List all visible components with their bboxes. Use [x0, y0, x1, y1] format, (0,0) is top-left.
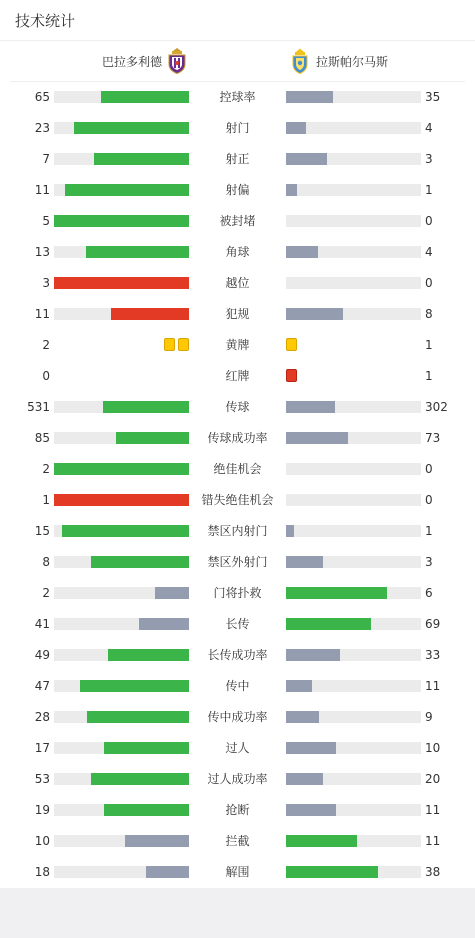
- stat-row-dribbles: [0, 733, 475, 764]
- stat-label: 传中成功率: [207, 710, 268, 724]
- away-cards: [286, 338, 297, 351]
- las-palmas-crest-icon: [290, 48, 310, 74]
- home-bar-fill: [54, 277, 189, 289]
- away-bar-fill: [286, 866, 378, 878]
- real-valladolid-crest-icon: [167, 48, 187, 74]
- home-bar-track: [54, 308, 189, 320]
- home-value: 2: [42, 462, 50, 476]
- home-bar-fill: [65, 184, 189, 196]
- home-bar-fill: [91, 556, 189, 568]
- stat-label: 越位: [225, 276, 250, 290]
- away-bar-fill: [286, 711, 319, 723]
- stat-label: 射正: [225, 152, 250, 166]
- home-value: 49: [34, 648, 50, 662]
- away-bar-fill: [286, 525, 294, 537]
- home-bar-fill: [108, 649, 189, 661]
- home-bar-track: [54, 556, 189, 568]
- home-bar-fill: [91, 773, 189, 785]
- stat-row-goalkeeper-saves: [0, 578, 475, 609]
- page-title: 技术统计: [15, 12, 76, 30]
- stat-row-shots-off-target: [0, 175, 475, 206]
- stat-label: 角球: [225, 245, 250, 259]
- away-bar-track: [286, 773, 421, 785]
- away-bar-track: [286, 742, 421, 754]
- home-value: 11: [34, 307, 50, 321]
- away-bar-fill: [286, 556, 323, 568]
- stat-row-shots-inside-box: [0, 516, 475, 547]
- yellow-card-icon: [178, 338, 189, 351]
- stat-row-big-chances: [0, 454, 475, 485]
- home-bar-track: [54, 618, 189, 630]
- away-value: 1: [425, 524, 433, 538]
- away-bar-fill: [286, 649, 340, 661]
- stat-row-dribble-success: [0, 764, 475, 795]
- stat-label: 绝佳机会: [213, 462, 262, 476]
- away-bar-fill: [286, 680, 312, 692]
- away-bar-fill: [286, 91, 333, 103]
- stat-label: 长传: [225, 617, 250, 631]
- home-bar-track: [54, 215, 189, 227]
- stat-row-long-ball-accuracy: [0, 640, 475, 671]
- stat-label: 传球: [225, 400, 250, 414]
- home-bar-track: [54, 122, 189, 134]
- home-value: 65: [34, 90, 50, 104]
- away-bar-fill: [286, 835, 357, 847]
- away-bar-fill: [286, 742, 336, 754]
- away-bar-track: [286, 587, 421, 599]
- away-bar-fill: [286, 804, 336, 816]
- stat-label: 禁区外射门: [207, 555, 268, 569]
- home-bar-fill: [101, 91, 189, 103]
- stat-row-blocked-shots: [0, 206, 475, 237]
- stat-label: 红牌: [225, 369, 250, 383]
- stat-row-passes: [0, 392, 475, 423]
- away-bar-track: [286, 556, 421, 568]
- away-value: 1: [425, 183, 433, 197]
- away-bar-track: [286, 91, 421, 103]
- stat-label: 犯规: [225, 307, 250, 321]
- home-bar-fill: [146, 866, 189, 878]
- away-bar-track: [286, 122, 421, 134]
- home-bar-track: [54, 277, 189, 289]
- away-value: 9: [425, 710, 433, 724]
- away-bar-track: [286, 277, 421, 289]
- away-bar-track: [286, 153, 421, 165]
- away-value: 33: [425, 648, 441, 662]
- stat-row-tackles: [0, 795, 475, 826]
- away-bar-fill: [286, 184, 297, 196]
- home-value: 2: [42, 338, 50, 352]
- stat-label: 拦截: [225, 834, 250, 848]
- home-bar-track: [54, 184, 189, 196]
- stat-row-clearances: [0, 857, 475, 888]
- away-bar-fill: [286, 153, 327, 165]
- away-value: 4: [425, 121, 433, 135]
- home-bar-fill: [116, 432, 189, 444]
- home-value: 13: [34, 245, 50, 259]
- away-value: 38: [425, 865, 441, 879]
- home-bar-fill: [54, 494, 189, 506]
- home-value: 28: [34, 710, 50, 724]
- home-bar-fill: [80, 680, 189, 692]
- away-bar-track: [286, 866, 421, 878]
- stat-label: 禁区内射门: [207, 524, 268, 538]
- away-value: 11: [425, 803, 441, 817]
- away-bar-track: [286, 463, 421, 475]
- away-bar-fill: [286, 122, 306, 134]
- yellow-card-icon: [164, 338, 175, 351]
- stat-label: 长传成功率: [207, 648, 268, 662]
- away-value: 4: [425, 245, 433, 259]
- away-bar-track: [286, 184, 421, 196]
- stat-row-fouls: [0, 299, 475, 330]
- stat-row-shots-outside-box: [0, 547, 475, 578]
- red-card-icon: [286, 369, 297, 382]
- home-bar-track: [54, 432, 189, 444]
- home-bar-fill: [104, 804, 189, 816]
- home-bar-track: [54, 246, 189, 258]
- away-bar-track: [286, 432, 421, 444]
- yellow-card-icon: [286, 338, 297, 351]
- away-bar-track: [286, 835, 421, 847]
- home-value: 53: [34, 772, 50, 786]
- home-value: 15: [34, 524, 50, 538]
- home-cards: [164, 338, 189, 351]
- home-bar-track: [54, 401, 189, 413]
- away-bar-fill: [286, 587, 387, 599]
- home-bar-track: [54, 587, 189, 599]
- home-bar-track: [54, 463, 189, 475]
- stat-row-yellow-cards: [0, 330, 475, 361]
- home-value: 8: [42, 555, 50, 569]
- away-bar-fill: [286, 618, 371, 630]
- away-value: 6: [425, 586, 433, 600]
- away-bar-track: [286, 308, 421, 320]
- home-value: 3: [42, 276, 50, 290]
- away-value: 0: [425, 214, 433, 228]
- stat-row-big-chances-missed: [0, 485, 475, 516]
- home-bar-track: [54, 711, 189, 723]
- home-value: 2: [42, 586, 50, 600]
- home-value: 41: [34, 617, 50, 631]
- home-bar-fill: [74, 122, 189, 134]
- stat-label: 传中: [225, 679, 250, 693]
- stat-label: 控球率: [219, 90, 256, 104]
- home-bar-track: [54, 680, 189, 692]
- stat-label: 被封堵: [219, 214, 256, 228]
- home-bar-fill: [125, 835, 189, 847]
- stat-row-corners: [0, 237, 475, 268]
- stat-row-long-balls: [0, 609, 475, 640]
- stat-label: 门将扑救: [213, 586, 262, 600]
- away-value: 35: [425, 90, 441, 104]
- home-bar-fill: [104, 742, 189, 754]
- home-value: 0: [42, 369, 50, 383]
- away-value: 73: [425, 431, 441, 445]
- home-bar-track: [54, 804, 189, 816]
- stat-label: 传球成功率: [207, 431, 268, 445]
- away-value: 20: [425, 772, 441, 786]
- away-bar-fill: [286, 401, 335, 413]
- home-bar-fill: [62, 525, 189, 537]
- home-bar-fill: [139, 618, 189, 630]
- home-bar-fill: [103, 401, 189, 413]
- home-bar-fill: [54, 463, 189, 475]
- away-value: 0: [425, 276, 433, 290]
- stat-label: 错失绝佳机会: [201, 493, 274, 507]
- away-value: 3: [425, 152, 433, 166]
- away-bar-track: [286, 618, 421, 630]
- away-value: 10: [425, 741, 441, 755]
- home-team-name: 巴拉多利德: [102, 54, 163, 69]
- away-value: 1: [425, 369, 433, 383]
- home-value: 23: [34, 121, 50, 135]
- home-value: 531: [27, 400, 50, 414]
- home-value: 5: [42, 214, 50, 228]
- away-bar-track: [286, 649, 421, 661]
- away-bar-track: [286, 494, 421, 506]
- away-value: 69: [425, 617, 441, 631]
- home-bar-fill: [54, 215, 189, 227]
- home-bar-track: [54, 153, 189, 165]
- stat-label: 黄牌: [225, 338, 250, 352]
- away-bar-track: [286, 215, 421, 227]
- stat-label: 过人: [225, 741, 250, 755]
- away-bar-fill: [286, 773, 323, 785]
- home-bar-track: [54, 649, 189, 661]
- home-value: 17: [34, 741, 50, 755]
- stat-row-red-cards: [0, 361, 475, 392]
- home-bar-fill: [111, 308, 189, 320]
- away-cards: [286, 369, 297, 382]
- home-bar-track: [54, 742, 189, 754]
- away-bar-track: [286, 246, 421, 258]
- away-bar-track: [286, 711, 421, 723]
- away-value: 11: [425, 834, 441, 848]
- away-value: 0: [425, 462, 433, 476]
- home-bar-track: [54, 866, 189, 878]
- home-bar-track: [54, 773, 189, 785]
- home-value: 19: [34, 803, 50, 817]
- away-team[interactable]: [290, 41, 388, 81]
- home-value: 7: [42, 152, 50, 166]
- away-value: 8: [425, 307, 433, 321]
- away-bar-fill: [286, 432, 348, 444]
- away-value: 1: [425, 338, 433, 352]
- away-value: 3: [425, 555, 433, 569]
- stat-row-crosses: [0, 671, 475, 702]
- stats-list: [0, 82, 475, 888]
- home-bar-track: [54, 835, 189, 847]
- away-bar-track: [286, 680, 421, 692]
- stat-label: 过人成功率: [207, 772, 268, 786]
- home-bar-track: [54, 494, 189, 506]
- home-bar-fill: [155, 587, 189, 599]
- home-bar-track: [54, 525, 189, 537]
- home-bar-track: [54, 91, 189, 103]
- home-bar-fill: [94, 153, 189, 165]
- home-value: 10: [34, 834, 50, 848]
- stat-row-shots: [0, 113, 475, 144]
- away-bar-fill: [286, 246, 318, 258]
- away-bar-track: [286, 525, 421, 537]
- stat-row-pass-accuracy: [0, 423, 475, 454]
- stat-row-possession: [0, 82, 475, 113]
- stat-row-offsides: [0, 268, 475, 299]
- home-value: 85: [34, 431, 50, 445]
- away-bar-track: [286, 804, 421, 816]
- away-value: 302: [425, 400, 448, 414]
- home-value: 18: [34, 865, 50, 879]
- home-value: 1: [42, 493, 50, 507]
- away-value: 11: [425, 679, 441, 693]
- away-value: 0: [425, 493, 433, 507]
- home-value: 11: [34, 183, 50, 197]
- home-bar-fill: [87, 711, 189, 723]
- away-bar-fill: [286, 308, 343, 320]
- team-header: [10, 41, 465, 82]
- away-bar-track: [286, 401, 421, 413]
- away-team-name: 拉斯帕尔马斯: [316, 54, 389, 69]
- stat-label: 射门: [225, 121, 250, 135]
- stat-row-cross-accuracy: [0, 702, 475, 733]
- stat-label: 解围: [225, 865, 250, 879]
- stat-label: 抢断: [225, 803, 250, 817]
- stat-label: 射偏: [225, 183, 250, 197]
- stat-row-interceptions: [0, 826, 475, 857]
- home-bar-fill: [86, 246, 189, 258]
- home-value: 47: [34, 679, 50, 693]
- home-team[interactable]: [102, 41, 187, 81]
- stat-row-shots-on-target: [0, 144, 475, 175]
